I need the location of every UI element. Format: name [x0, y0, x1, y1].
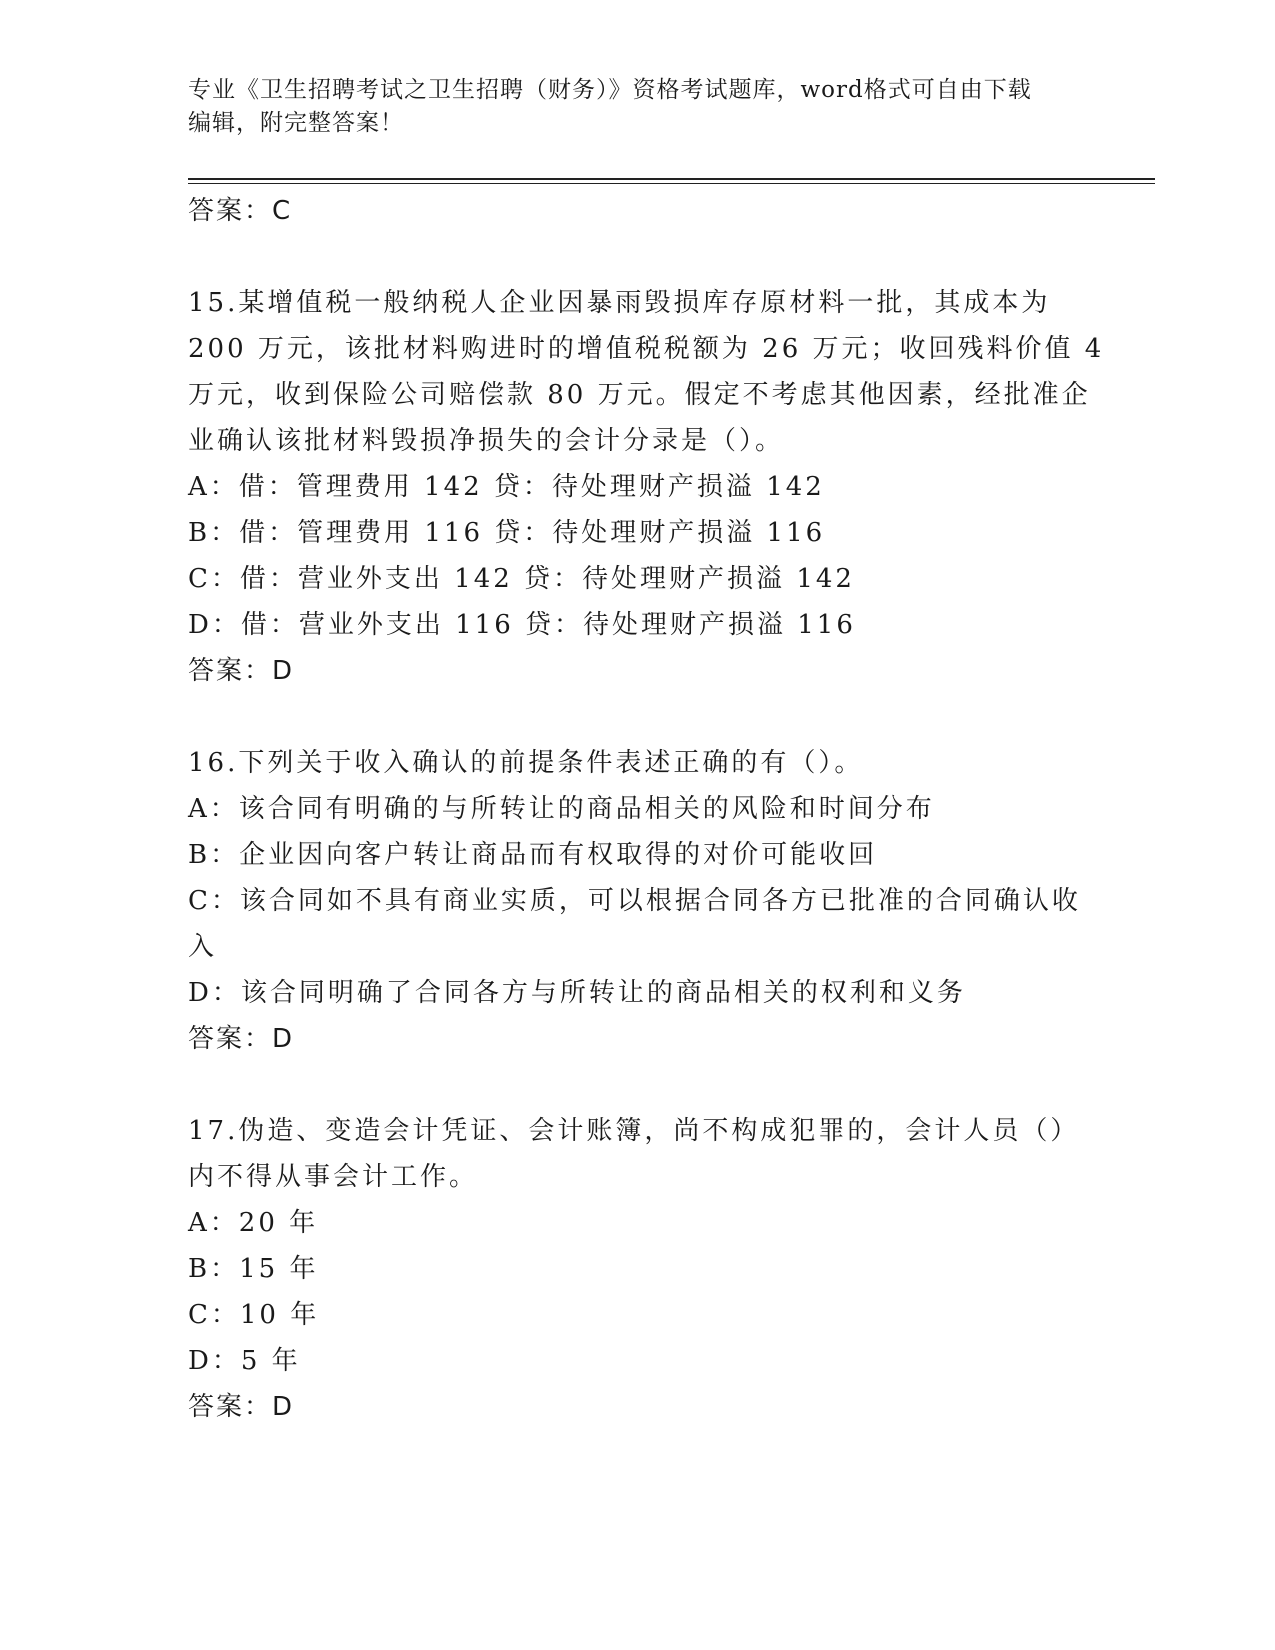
question-stem-line: 200 万元，该批材料购进时的增值税税额为 26 万元；收回残料价值 4	[188, 334, 1105, 364]
question-15	[188, 280, 1105, 694]
document-header	[188, 74, 1088, 140]
option-c-continued: 入	[188, 932, 218, 962]
question-stem-line: 16.下列关于收入确认的前提条件表述正确的有（）。	[188, 748, 864, 778]
option-a: A：该合同有明确的与所转让的商品相关的风险和时间分布	[188, 794, 935, 824]
question-16	[188, 740, 1088, 1062]
option-a: A：20 年	[188, 1208, 319, 1238]
question-17	[188, 1108, 1088, 1430]
answer-line: 答案：D	[188, 656, 295, 686]
option-a: A：借：管理费用 142 贷：待处理财产损溢 142	[188, 472, 825, 502]
option-c: C：该合同如不具有商业实质，可以根据合同各方已批准的合同确认收	[188, 886, 1081, 916]
header-divider-thin	[188, 183, 1155, 184]
document-body	[188, 188, 1105, 1430]
option-c: C：10 年	[188, 1300, 320, 1330]
option-b: B：企业因向客户转让商品而有权取得的对价可能收回	[188, 840, 878, 870]
question-stem-line: 15.某增值税一般纳税人企业因暴雨毁损库存原材料一批，其成本为	[188, 288, 1051, 318]
spacer	[188, 1062, 1088, 1108]
spacer	[188, 234, 1088, 280]
option-c: C：借：营业外支出 142 贷：待处理财产损溢 142	[188, 564, 855, 594]
option-d: D：5 年	[188, 1346, 301, 1376]
header-line-1: 专业《卫生招聘考试之卫生招聘（财务）》资格考试题库，word格式可自由下载	[188, 77, 1032, 103]
question-stem-line: 万元，收到保险公司赔偿款 80 万元。假定不考虑其他因素，经批准企	[188, 380, 1091, 410]
question-stem-line: 内不得从事会计工作。	[188, 1162, 479, 1192]
spacer	[188, 694, 1088, 740]
answer-line: 答案：C	[188, 196, 293, 226]
option-d: D：该合同明确了合同各方与所转让的商品相关的权利和义务	[188, 978, 966, 1008]
header-line-2: 编辑，附完整答案！	[188, 110, 404, 136]
question-stem-line: 17.伪造、变造会计凭证、会计账簿，尚不构成犯罪的，会计人员（）	[188, 1116, 1080, 1146]
header-divider	[188, 178, 1155, 180]
option-d: D：借：营业外支出 116 贷：待处理财产损溢 116	[188, 610, 856, 640]
answer-line: 答案：D	[188, 1392, 295, 1422]
option-b: B：借：管理费用 116 贷：待处理财产损溢 116	[188, 518, 826, 548]
answer-line: 答案：D	[188, 1024, 295, 1054]
question-stem-line: 业确认该批材料毁损净损失的会计分录是（）。	[188, 426, 785, 456]
option-b: B：15 年	[188, 1254, 319, 1284]
